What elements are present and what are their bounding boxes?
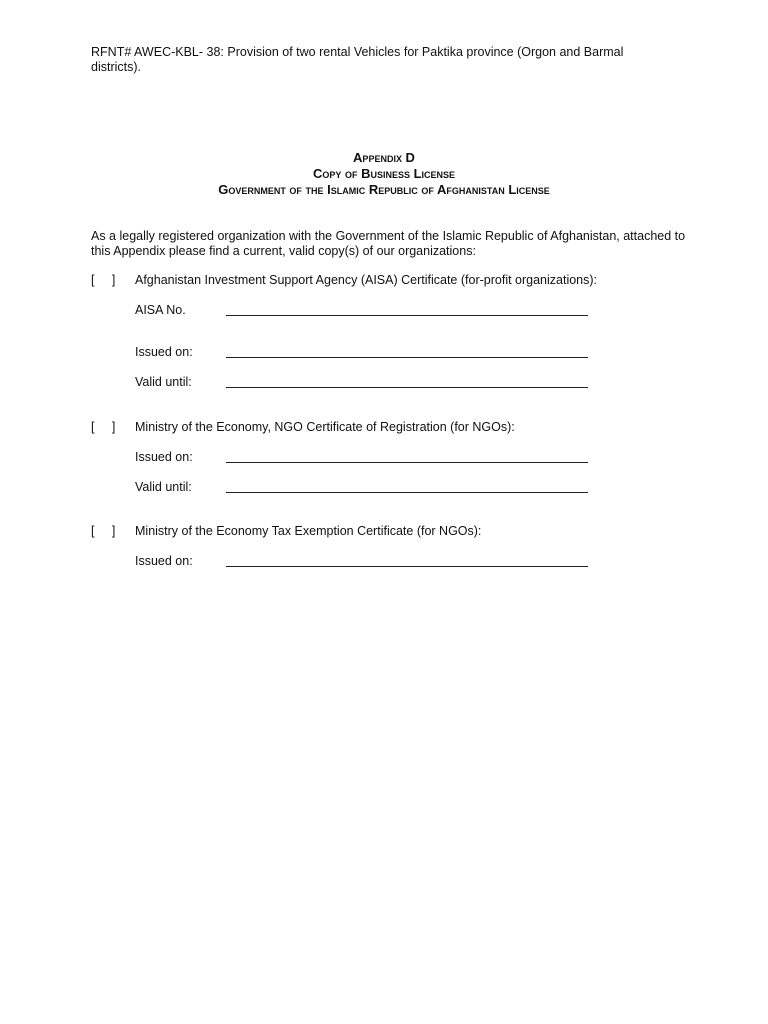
intro-paragraph: As a legally registered organization with the Government of the Islamic Republic of Afghanistan, attached to this Appendix please find a current, valid copy(s) of our organizations: [91,229,686,258]
field-label: Issued on: [135,450,193,464]
aisa-valid-line[interactable] [226,387,588,388]
tax-exemption-item [91,524,711,539]
tax-issued-line[interactable] [226,566,588,567]
ngo-issued-line[interactable] [226,462,588,463]
field-label: Issued on: [135,554,193,568]
aisa-checkbox[interactable]: [ ] [91,273,116,287]
tax-exemption-checkbox[interactable]: [ ] [91,524,116,538]
appendix-headings [0,150,768,198]
rfnt-reference: RFNT# AWEC-KBL- 38: Provision of two rental Vehicles for Paktika province (Orgon and Barmal districts). [91,45,624,74]
appendix-title: Appendix D [353,150,415,165]
license-title: Copy of Business License [312,166,456,181]
field-label: Issued on: [135,345,193,359]
field-label: Valid until: [135,480,192,494]
aisa-certificate-label: Afghanistan Investment Support Agency (AISA) Certificate (for-profit organizations): [135,273,598,287]
ngo-registration-checkbox[interactable]: [ ] [91,420,116,434]
aisa-number-field [135,303,595,318]
aisa-issued-line[interactable] [226,357,588,358]
aisa-number-line[interactable] [226,315,588,316]
field-label: Valid until: [135,375,192,389]
tax-issued-field [135,554,595,569]
ngo-registration-item [91,420,711,435]
tax-exemption-label: Ministry of the Economy Tax Exemption Certificate (for NGOs): [135,524,482,538]
field-label: AISA No. [135,303,186,317]
ngo-registration-label: Ministry of the Economy, NGO Certificate of Registration (for NGOs): [135,420,515,434]
aisa-valid-field [135,375,595,390]
aisa-issued-field [135,345,595,360]
ngo-issued-field [135,450,595,465]
ngo-valid-field [135,480,595,495]
aisa-certificate-item [91,273,711,288]
government-title: Government of the Islamic Republic of Afghanistan License [218,182,550,197]
ngo-valid-line[interactable] [226,492,588,493]
